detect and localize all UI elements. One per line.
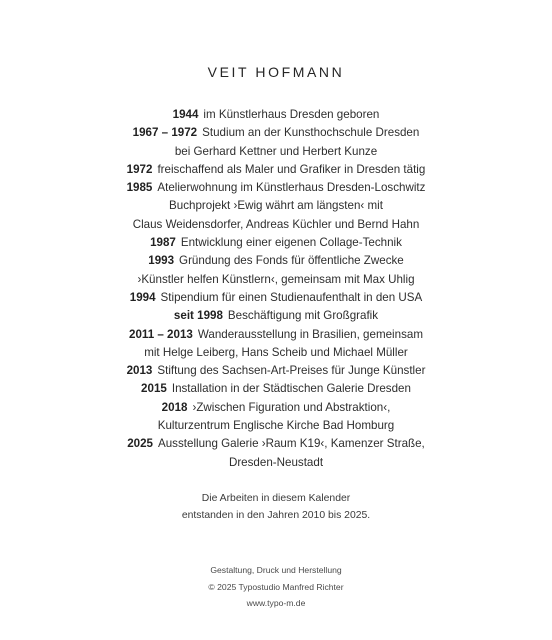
bio-text: Ausstellung Galerie ›Raum K19‹, Kamenzer Straße, xyxy=(158,437,425,451)
bio-text: Claus Weidensdorfer, Andreas Küchler und Bernd Hahn xyxy=(132,217,420,231)
biography xyxy=(0,106,552,472)
note-line: Die Arbeiten in diesem Kalender xyxy=(201,493,351,504)
bio-year: 1987 xyxy=(150,236,176,250)
bio-year: 1944 xyxy=(172,108,199,121)
bio-text: Beschäftigung mit Großgrafik xyxy=(227,309,379,323)
bio-year: seit 1998 xyxy=(173,309,223,323)
bio-line xyxy=(0,362,552,380)
bio-text: ›Zwischen Figuration und Abstraktion‹, xyxy=(192,400,391,414)
bio-line xyxy=(0,417,552,435)
bio-year: 2025 xyxy=(127,437,153,451)
note-line: entstanden in den Jahren 2010 bis 2025. xyxy=(181,510,371,521)
bio-text: im Künstlerhaus Dresden geboren xyxy=(203,108,380,121)
bio-text: freischaffend als Maler und Grafiker in Dresden tätig xyxy=(157,162,426,176)
bio-year: 2018 xyxy=(161,400,188,414)
bio-text: Kulturzentrum Englische Kirche Bad Homburg xyxy=(157,419,395,433)
bio-year: 1985 xyxy=(126,181,153,195)
bio-year: 1972 xyxy=(126,162,153,176)
bio-year: 1994 xyxy=(129,290,156,304)
bio-text: bei Gerhard Kettner und Herbert Kunze xyxy=(174,144,378,158)
credits-website: www.typo-m.de xyxy=(246,598,306,608)
bio-line xyxy=(0,344,552,362)
bio-text: Installation in der Städtischen Galerie Dresden xyxy=(171,382,411,396)
bio-line xyxy=(0,143,552,161)
bio-line xyxy=(0,252,552,270)
bio-line xyxy=(0,289,552,307)
bio-text: Stipendium für einen Studienaufenthalt in den USA xyxy=(160,290,423,304)
bio-line xyxy=(0,326,552,344)
bio-text: ›Künstler helfen Künstlern‹, gemeinsam mit Max Uhlig xyxy=(137,272,415,286)
bio-line xyxy=(0,454,552,472)
credits xyxy=(0,562,552,612)
bio-year: 2011 – 2013 xyxy=(129,327,193,341)
bio-text: Studium an der Kunsthochschule Dresden xyxy=(202,126,420,140)
bio-year: 1967 – 1972 xyxy=(132,126,198,140)
bio-line xyxy=(0,271,552,289)
bio-text: Stiftung des Sachsen-Art-Preises für Junge Künstler xyxy=(157,364,426,378)
bio-line xyxy=(0,197,552,215)
bio-text: Gründung des Fonds für öffentliche Zwecke xyxy=(179,254,404,268)
bio-text: Buchprojekt ›Ewig währt am längsten‹ mit xyxy=(169,199,383,213)
bio-year: 2015 xyxy=(141,382,167,396)
bio-line xyxy=(0,380,552,398)
page-title: VEIT HOFMANN xyxy=(207,64,345,80)
bio-line xyxy=(0,216,552,234)
credits-line: Gestaltung, Druck und Herstellung xyxy=(210,565,342,575)
bio-year: 2013 xyxy=(126,364,153,378)
bio-text: mit Helge Leiberg, Hans Scheib und Michael Müller xyxy=(144,345,408,359)
bio-text: Atelierwohnung im Künstlerhaus Dresden-Loschwitz xyxy=(157,181,426,195)
bio-text: Wanderausstellung in Brasilien, gemeinsam xyxy=(197,327,423,341)
bio-line xyxy=(0,435,552,453)
bio-year: 1993 xyxy=(148,254,175,268)
bio-line xyxy=(0,124,552,142)
bio-text: Dresden-Neustadt xyxy=(228,455,324,469)
calendar-note xyxy=(0,490,552,524)
bio-text: Entwicklung einer eigenen Collage-Technik xyxy=(180,236,402,250)
bio-line xyxy=(0,307,552,325)
bio-line xyxy=(0,161,552,179)
credits-line: © 2025 Typostudio Manfred Richter xyxy=(208,581,344,592)
bio-line xyxy=(0,179,552,197)
bio-line xyxy=(0,106,552,124)
bio-line xyxy=(0,399,552,417)
bio-line xyxy=(0,234,552,252)
